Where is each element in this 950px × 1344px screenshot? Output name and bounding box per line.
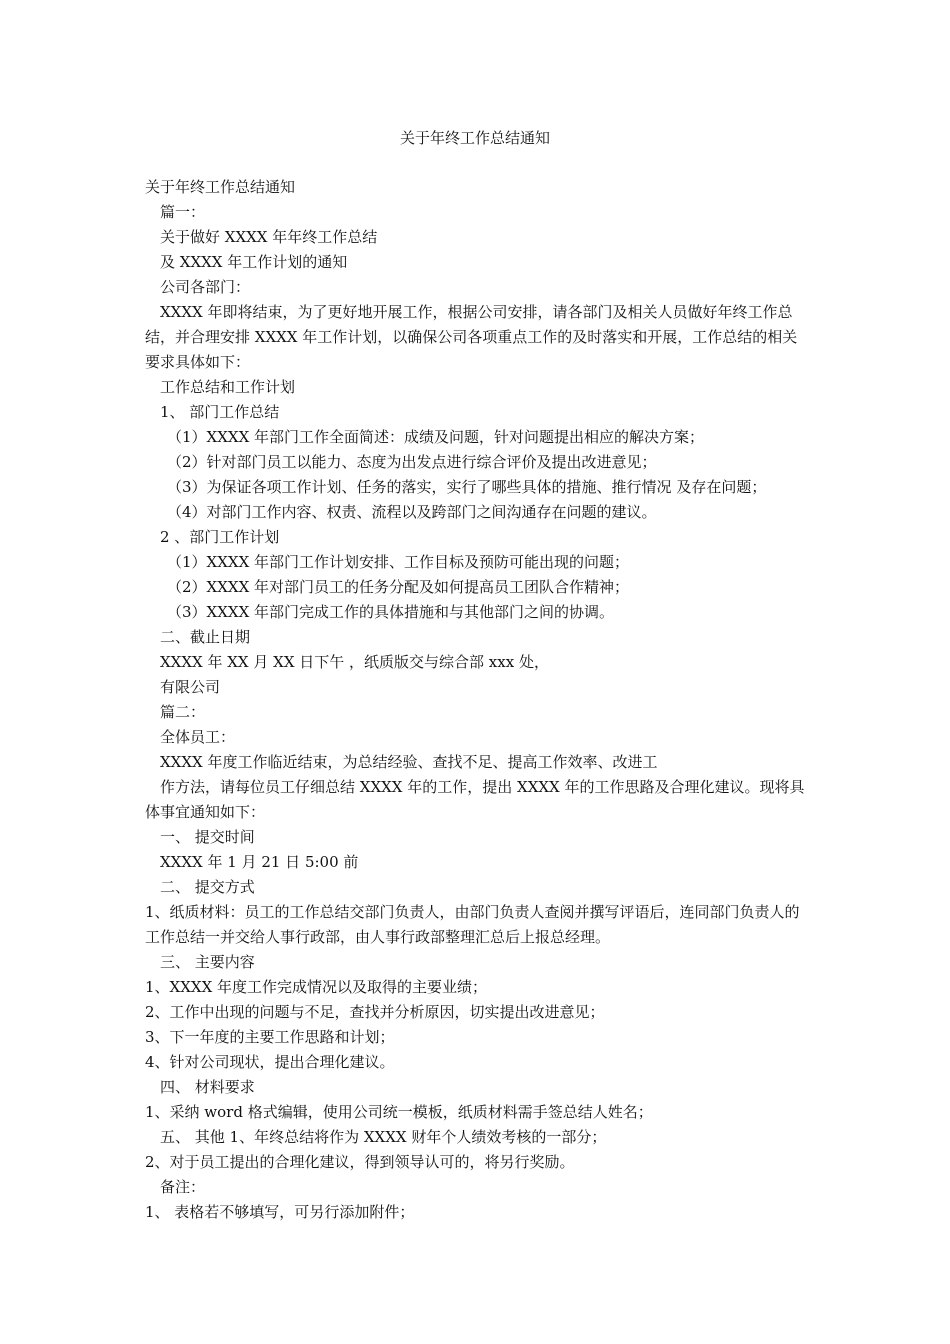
company-signature: 有限公司 [160,678,221,696]
list-item: （3）XXXX 年部门完成工作的具体措施和与其他部门之间的协调。 [167,603,615,621]
section-heading: 一、 提交时间 [160,828,255,846]
list-item: 2、对于员工提出的合理化建议，得到领导认可的，将另行奖励。 [145,1153,575,1171]
body-heading: 关于年终工作总结通知 [145,178,296,196]
section-heading: 二、截止日期 [160,628,251,646]
list-item: （1）XXXX 年部门工作全面简述：成绩及问题，针对问题提出相应的解决方案； [167,428,705,446]
list-item: （4）对部门工作内容、权责、流程以及跨部门之间沟通存在问题的建议。 [167,503,657,521]
list-item: 3、下一年度的主要工作思路和计划； [145,1028,395,1046]
section-heading: 三、 主要内容 [160,953,255,971]
subsection-heading: 2 、部门工作计划 [160,528,280,546]
list-item: 1、XXXX 年度工作完成情况以及取得的主要业绩； [145,978,488,996]
list-item: （2）针对部门员工以能力、态度为出发点进行综合评价及提出改进意见； [167,453,657,471]
section-label-part1: 篇一： [160,203,206,221]
intro-paragraph: XXXX 年即将结束，为了更好地开展工作，根据公司安排，请各部门及相关人员做好年终工作总结，并合理安排 XXXX 年工作计划，以确保公司各项重点工作的及时落实和开展，工作总结的相关要求具体如下： [145,303,798,371]
remarks-label: 备注： [160,1178,206,1196]
subsection-heading: 1、 部门工作总结 [160,403,280,421]
list-item: 1、 表格若不够填写，可另行添加附件； [145,1203,415,1221]
list-item: （1）XXXX 年部门工作计划安排、工作目标及预防可能出现的问题； [167,553,630,571]
section-heading: 四、 材料要求 [160,1078,255,1096]
list-item: （3）为保证各项工作计划、任务的落实，实行了哪些具体的措施、推行情况 及存在问题； [167,478,767,496]
list-item: 2、工作中出现的问题与不足，查找并分析原因，切实提出改进意见； [145,1003,605,1021]
list-item: 4、针对公司现状，提出合理化建议。 [145,1053,395,1071]
notice-title-line2: 及 XXXX 年工作计划的通知 [160,253,348,271]
salutation: 公司各部门： [160,278,251,296]
list-item: （2）XXXX 年对部门员工的任务分配及如何提高员工团队合作精神； [167,578,630,596]
paragraph: 1、纸质材料：员工的工作总结交部门负责人，由部门负责人查阅并撰写评语后，连同部门负责人的工作总结一并交给人事行政部，由人事行政部整理汇总后上报总经理。 [145,903,800,946]
list-item: 1、采纳 word 格式编辑，使用公司统一模板，纸质材料需手签总结人姓名； [145,1103,653,1121]
paragraph-line: XXXX 年度工作临近结束，为总结经验、查找不足、提高工作效率、改进工 [160,753,658,771]
section-heading: 二、 提交方式 [160,878,255,896]
deadline-text: XXXX 年 XX 月 XX 日下午 ，纸质版交与综合部 xxx 处， [160,653,549,671]
document-body [145,175,810,1225]
section-label-part2: 篇二： [160,703,206,721]
section-heading: 工作总结和工作计划 [160,378,296,396]
salutation: 全体员工： [160,728,236,746]
document-title: 关于年终工作总结通知 [399,129,550,147]
section-heading: 五、 其他 1、年终总结将作为 XXXX 财年个人绩效考核的一部分； [160,1128,607,1146]
submit-time: XXXX 年 1 月 21 日 5:00 前 [160,853,359,871]
notice-title-line1: 关于做好 XXXX 年年终工作总结 [160,228,378,246]
paragraph: 作方法，请每位员工仔细总结 XXXX 年的工作，提出 XXXX 年的工作思路及合理化建议。现将具体事宜通知如下： [145,778,805,821]
